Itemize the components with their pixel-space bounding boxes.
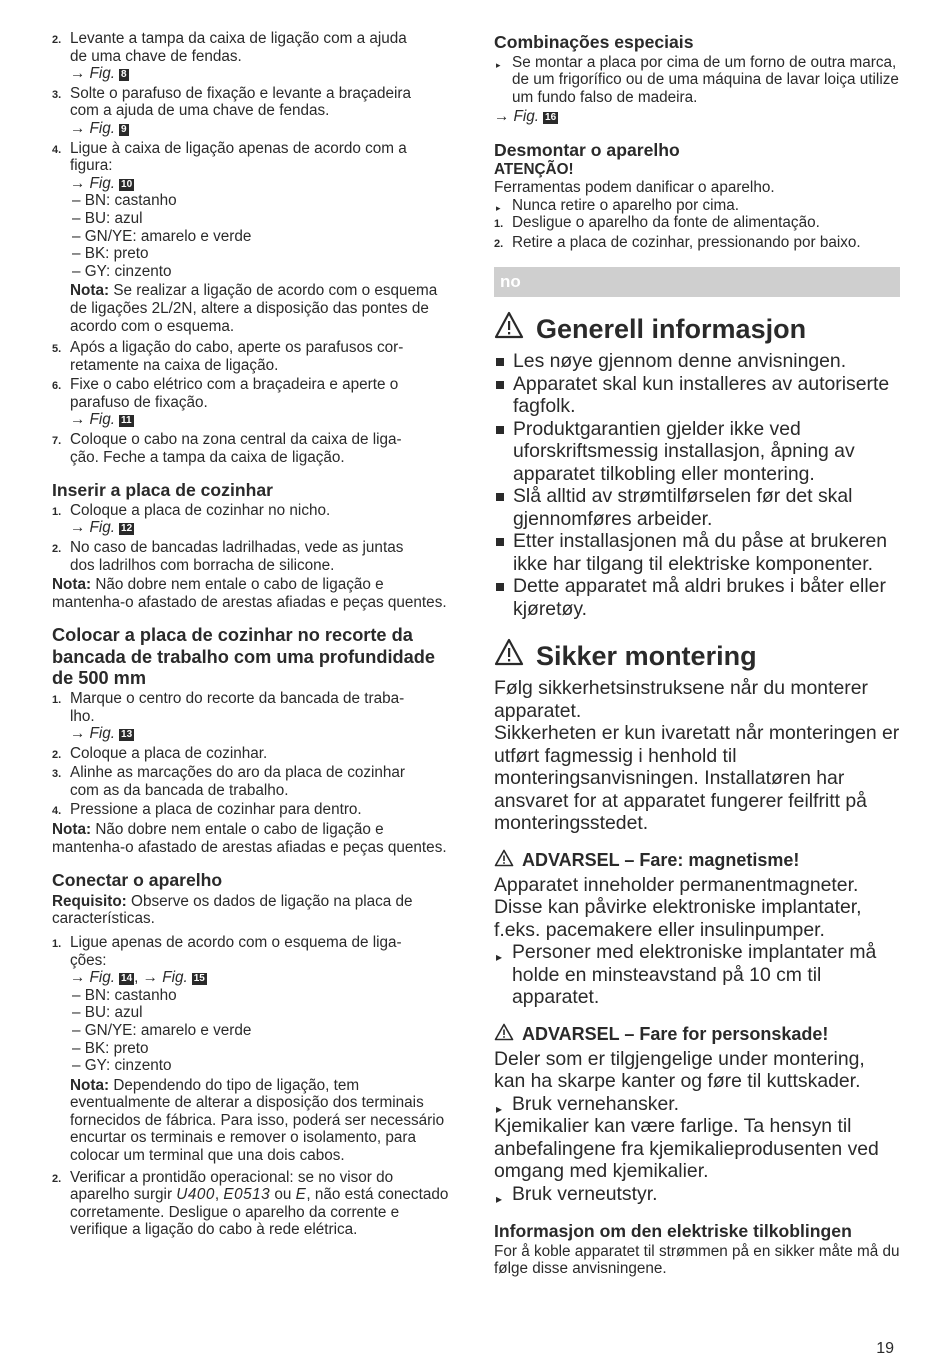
bullet-triangle-icon: ▸ — [496, 950, 503, 965]
list-item — [52, 502, 456, 537]
bullet-triangle-icon: ▸ — [496, 59, 501, 70]
list-item-text: Slå alltid av strømtilførselen før det skal gjennomføres arbeider. — [513, 485, 853, 530]
wire-color: – BU: azul — [72, 209, 143, 227]
wire-color-list — [70, 987, 456, 1075]
step-number: 4. — [52, 143, 62, 156]
section-heading-sikker: Sikker montering — [494, 638, 900, 673]
list-item-text: Dette apparatet må aldri brukes i båter eller kjøretøy. — [513, 575, 886, 620]
connection-steps — [52, 30, 456, 280]
list-item — [494, 418, 900, 486]
figure-reference: → Fig. 10 — [70, 174, 133, 192]
step-text: Ligue apenas de acordo com o esquema de liga- — [70, 933, 402, 951]
step-text: parafuso de fixação. — [70, 393, 208, 411]
paragraph: Følg sikkerhetsinstruksene når du monterer apparatet. — [494, 677, 868, 722]
figure-badge: 16 — [545, 112, 557, 124]
step-text: Coloque a placa de cozinhar no nicho. — [70, 501, 331, 519]
list-item — [52, 431, 456, 466]
step-text: de uma chave de fendas. — [70, 47, 242, 65]
list-item — [494, 575, 900, 620]
figure-badge: 15 — [193, 973, 205, 985]
step-text: Ligue à caixa de ligação apenas de acordo com a — [70, 139, 407, 157]
list-item — [52, 140, 456, 281]
step-number: 2. — [52, 1172, 62, 1185]
list-item — [52, 934, 456, 1075]
list-item — [494, 485, 900, 530]
section-heading-elektrisk: Informasjon om den elektriske tilkoblingen — [494, 1221, 852, 1242]
step-text: No caso de bancadas ladrilhadas, vede as juntas — [70, 538, 404, 556]
step-text: Coloque o cabo na zona central da caixa de liga- — [70, 431, 402, 449]
paragraph: Sikkerheten er kun ivaretatt når monteringen er utført fagmessig i henhold til monteringsanvisningen. Installatøren har ansvaret for at apparatet fungerer feilfritt på monteringsstedet. — [494, 722, 900, 835]
inserir-steps — [52, 502, 456, 574]
list-item — [494, 530, 900, 575]
step-text: ções: — [70, 951, 107, 969]
left-column — [52, 30, 456, 1241]
list-item — [52, 339, 456, 374]
step-number: 2. — [52, 34, 62, 46]
colocar-steps — [52, 690, 456, 819]
step-number: 2. — [494, 237, 504, 250]
figure-badge: 14 — [121, 973, 133, 985]
list-item: ▸ Se montar a placa por cima de um forno de outra marca, de um frigorífico ou de uma máquina de lavar loiça utilize um fundo falso de madeira. — [496, 53, 899, 106]
list-item: ▸ Nunca retire o aparelho por cima. — [494, 197, 900, 215]
figure-badge: 8 — [121, 69, 127, 81]
paragraph: For å koble apparatet til strømmen på en sikker måte må du følge disse anvisningene. — [494, 1242, 900, 1278]
step-text: com as da bancada de trabalho. — [70, 781, 289, 799]
warning-icon — [494, 638, 524, 673]
step-text: Pressione a placa de cozinhar para dentro. — [70, 801, 362, 819]
bullet-square-icon — [496, 538, 504, 546]
step-number: 4. — [52, 805, 62, 818]
step-number: 1. — [52, 693, 62, 706]
list-item: ▸ Personer med elektroniske implantater må holde en minsteavstand på 10 cm til apparatet. — [496, 941, 877, 1009]
figure-reference: → Fig. 14 , → Fig. 15 — [70, 969, 205, 987]
figure-reference: → Fig. 9 — [70, 119, 127, 137]
list-item — [52, 85, 456, 138]
list-item — [52, 690, 456, 743]
step-text: Coloque a placa de cozinhar. — [70, 744, 268, 762]
bullet-square-icon — [496, 381, 504, 389]
list-item: ▸ Bruk vernehansker. — [494, 1093, 900, 1116]
page-number: 19 — [876, 1340, 894, 1357]
desmontar-steps — [494, 214, 900, 251]
list-item: ▸ Bruk verneutstyr. — [494, 1183, 900, 1206]
step-text: lho. — [70, 707, 95, 725]
wire-color: – GN/YE: amarelo e verde — [72, 1021, 252, 1039]
step-number: 7. — [52, 435, 62, 448]
wire-color: – BN: castanho — [72, 192, 177, 210]
note: Nota: Dependendo do tipo de ligação, tem eventualmente de alterar a disposição dos terminais fornecidos de fábrica. Para isso, poderá ser necessário encurtar os terminais e remover o isolamento, para colocar um terminal que una dois cabos. — [70, 1076, 445, 1165]
bullet-square-icon — [496, 358, 504, 366]
step-number: 1. — [52, 937, 62, 950]
generell-list — [494, 350, 900, 620]
display-code: U400 — [176, 1186, 215, 1204]
step-number: 1. — [52, 505, 62, 518]
figure-reference: → Fig. 11 — [70, 411, 132, 429]
step-text: Após a ligação do cabo, aperte os parafusos cor- — [70, 339, 404, 357]
step-text: com a ajuda de uma chave de fendas. — [70, 102, 330, 120]
wire-color: – GN/YE: amarelo e verde — [72, 227, 252, 245]
step-number: 2. — [52, 542, 62, 555]
figure-reference: → Fig. 13 — [70, 725, 133, 743]
section-heading-generell: Generell informasjon — [494, 311, 900, 346]
bullet-square-icon — [496, 426, 504, 434]
step-number: 5. — [52, 343, 62, 356]
list-item — [494, 373, 900, 418]
list-item — [494, 234, 900, 252]
section-heading-desmontar: Desmontar o aparelho — [494, 139, 680, 160]
bullet-square-icon — [496, 493, 504, 501]
list-item — [494, 214, 900, 232]
bullet-square-icon — [496, 583, 504, 591]
attention-label: ATENÇÃO! — [494, 161, 574, 179]
section-heading-conectar: Conectar o aparelho — [52, 870, 223, 891]
warning-text: Ferramentas podem danificar o aparelho. — [494, 178, 775, 196]
step-text: dos ladrilhos com borracha de silicone. — [70, 556, 335, 574]
step-number: 6. — [52, 380, 62, 393]
figure-badge: 10 — [121, 178, 133, 190]
wire-color: – GY: cinzento — [72, 262, 172, 280]
warning-icon — [494, 849, 514, 872]
bullet-triangle-icon: ▸ — [496, 202, 501, 213]
figure-badge: 12 — [121, 523, 133, 535]
note: Nota: Não dobre nem entale o cabo de ligação e mantenha-o afastado de arestas afiadas e peças quentes. — [52, 576, 447, 611]
step-text: Solte o parafuso de fixação e levante a braçadeira — [70, 84, 412, 102]
figure-reference: → Fig. 8 — [70, 65, 127, 83]
list-item — [52, 539, 456, 574]
list-item — [52, 764, 456, 799]
figure-badge: 11 — [121, 415, 132, 427]
step-text: Desligue o aparelho da fonte de alimentação. — [512, 214, 820, 232]
wire-color: – BU: azul — [72, 1004, 143, 1022]
step-text: Marque o centro do recorte da bancada de traba- — [70, 689, 405, 707]
list-item-text: Etter installasjonen må du påse at brukeren ikke har tilgang til elektriske komponenter. — [513, 530, 888, 575]
list-item-text: Les nøye gjennom denne anvisningen. — [513, 350, 847, 373]
list-item — [52, 376, 456, 429]
step-text: ção. Feche a tampa da caixa de ligação. — [70, 448, 345, 466]
step-number: 3. — [52, 88, 62, 101]
wire-color: – BK: preto — [72, 245, 149, 263]
step-number: 3. — [52, 768, 62, 781]
step-text: Fixe o cabo elétrico com a braçadeira e aperte o — [70, 376, 399, 394]
language-bar: no — [494, 267, 900, 297]
bullet-triangle-icon: ▸ — [496, 1191, 503, 1206]
wire-color: – BK: preto — [72, 1039, 149, 1057]
warning-icon — [494, 311, 524, 346]
note: Nota: Não dobre nem entale o cabo de ligação e mantenha-o afastado de arestas afiadas e peças quentes. — [52, 821, 447, 856]
list-item — [52, 30, 456, 83]
section-heading-inserir: Inserir a placa de cozinhar — [52, 480, 273, 501]
step-text: Alinhe as marcações do aro da placa de cozinhar — [70, 764, 406, 782]
step-text: Levante a tampa da caixa de ligação com a ajuda — [70, 30, 407, 47]
warning-heading-injury: ADVARSEL – Fare for personskade! — [494, 1023, 900, 1046]
figure-reference: → Fig. 16 — [494, 108, 557, 126]
display-code: E0513 — [223, 1186, 271, 1204]
step-text: retamente na caixa de ligação. — [70, 356, 279, 374]
list-item-text: Apparatet skal kun installeres av autoriserte fagfolk. — [513, 372, 890, 418]
right-column — [494, 30, 900, 1278]
bullet-triangle-icon: ▸ — [496, 1101, 503, 1116]
wire-color: – GY: cinzento — [72, 1057, 172, 1075]
section-heading-colocar: Colocar a placa de cozinhar no recorte da bancada de trabalho com uma profundidade de 500 mm — [52, 625, 436, 688]
display-code: E — [295, 1186, 307, 1204]
step-text: figura: — [70, 157, 113, 175]
step-text: Retire a placa de cozinhar, pressionando por baixo. — [512, 233, 861, 251]
note: Nota: Se realizar a ligação de acordo com o esquema de ligações 2L/2N, altere a disposição das pontes de acordo com o esquema. — [70, 282, 438, 335]
paragraph: Deler som er tilgjengelige under montering, kan ha skarpe kanter og føre til kuttskader. — [494, 1047, 865, 1093]
warning-heading-magnetism: ADVARSEL – Fare: magnetisme! — [494, 849, 900, 872]
connection-steps-continued — [52, 339, 456, 466]
figure-badge: 13 — [121, 729, 133, 741]
step-number: 2. — [52, 748, 62, 761]
list-item — [52, 801, 456, 819]
section-heading-combinacoes: Combinações especiais — [494, 32, 694, 52]
step-number: 1. — [494, 218, 504, 231]
list-item: 2. Verificar a prontidão operacional: se no visor do aparelho surgir U400, E0513 ou E, não está conectado corretamente. Desligue o aparelho da corrente e verifique a ligação do cabo à rede elétrica. — [52, 1168, 449, 1239]
paragraph: Apparatet inneholder permanentmagneter. Disse kan påvirke elektroniske implantater, f.eks. pacemakere eller insulinpumper. — [494, 873, 862, 941]
list-item — [52, 745, 456, 763]
list-item-text: Produktgarantien gjelder ikke ved uforskriftsmessig installasjon, åpning av apparatet tilkobling eller montering. — [513, 417, 855, 485]
list-item — [494, 350, 900, 373]
figure-reference: → Fig. 12 — [70, 519, 133, 537]
paragraph: Kjemikalier kan være farlige. Ta hensyn til anbefalingene fra kjemikalieprodusenten ved omgang med kjemikalier. — [494, 1115, 879, 1183]
wire-color: – BN: castanho — [72, 986, 177, 1004]
warning-icon — [494, 1023, 514, 1046]
requirement: Requisito: Observe os dados de ligação na placa de características. — [52, 892, 413, 928]
figure-badge: 9 — [121, 123, 127, 135]
